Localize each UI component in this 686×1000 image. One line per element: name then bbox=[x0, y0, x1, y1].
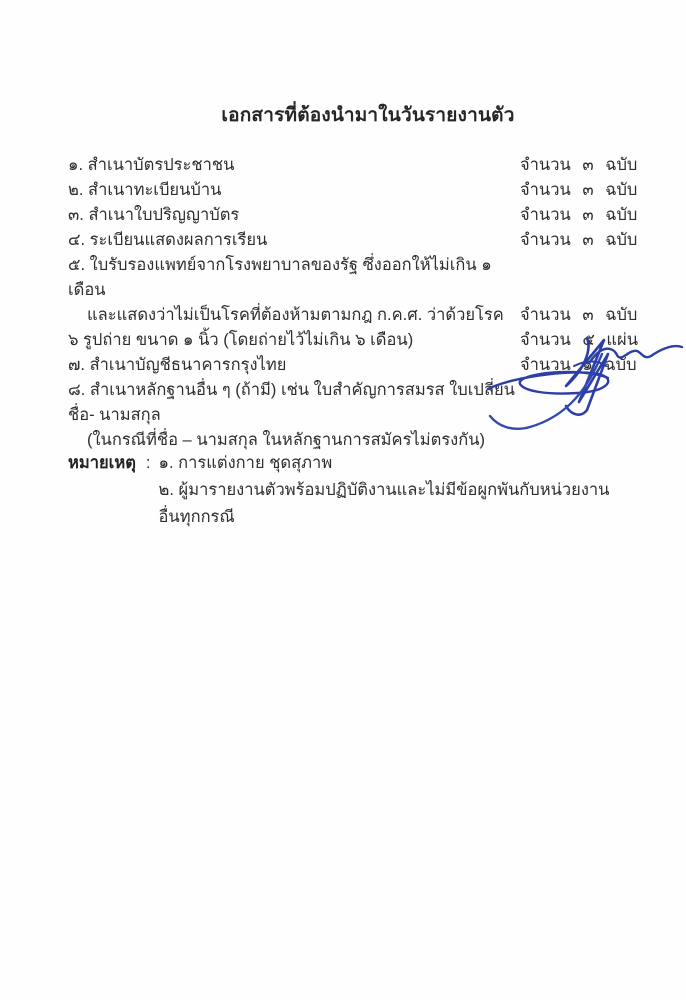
document-line: ๒. สำเนาทะเบียนบ้าน bbox=[68, 181, 222, 199]
note-items bbox=[159, 450, 628, 531]
document-row bbox=[68, 153, 664, 178]
document-text bbox=[68, 228, 520, 253]
document-text bbox=[68, 253, 520, 328]
note-label: หมายเหตุ bbox=[68, 454, 136, 472]
document-quantity: จำนวน ๕ แผ่น bbox=[520, 331, 638, 349]
note-item: ๒. ผู้มารายงานตัวพร้อมปฏิบัติงานและไม่มีข้อผูกพันกับหน่วยงานอื่นทุกกรณี bbox=[158, 481, 610, 526]
document-text bbox=[68, 203, 520, 228]
note-section bbox=[68, 450, 628, 531]
document-row bbox=[68, 353, 664, 378]
document-line: ๔. ระเบียนแสดงผลการเรียน bbox=[68, 231, 268, 249]
document-line: ๓. สำเนาใบปริญญาบัตร bbox=[68, 206, 240, 224]
document-line: และแสดงว่าไม่เป็นโรคที่ต้องห้ามตามกฎ ก.ค.ศ. ว่าด้วยโรค bbox=[87, 306, 504, 324]
document-quantity: จำนวน ๓ ฉบับ bbox=[520, 206, 638, 224]
document-text bbox=[68, 378, 520, 453]
document-quantity: จำนวน ๓ ฉบับ bbox=[520, 156, 638, 174]
document-line: ๑. สำเนาบัตรประชาชน bbox=[68, 156, 235, 174]
document-text bbox=[68, 178, 520, 203]
document-row bbox=[68, 228, 664, 253]
document-text bbox=[68, 153, 520, 178]
document-row bbox=[68, 203, 664, 228]
document-line: ๖ รูปถ่าย ขนาด ๑ นิ้ว (โดยถ่ายไว้ไม่เกิน ๖ เดือน) bbox=[68, 331, 414, 349]
document-list bbox=[68, 153, 664, 453]
document-text bbox=[68, 353, 520, 378]
note-separator: : bbox=[145, 454, 151, 472]
note-item: ๑. การแต่งกาย ชุดสุภาพ bbox=[158, 454, 333, 472]
document-row bbox=[68, 328, 664, 353]
document-quantity: จำนวน ๑ ฉบับ bbox=[520, 356, 637, 374]
document-line: (ในกรณีที่ชื่อ – นามสกุล ในหลักฐานการสมัครไม่ตรงกัน) bbox=[87, 431, 485, 449]
document-text bbox=[68, 328, 520, 353]
document-quantity: จำนวน ๓ ฉบับ bbox=[520, 181, 638, 199]
document-row bbox=[68, 378, 664, 453]
document-quantity: จำนวน ๓ ฉบับ bbox=[520, 306, 638, 324]
page-title: เอกสารที่ต้องนำมาในวันรายงานตัว bbox=[221, 105, 515, 126]
document-line: ๕. ใบรับรองแพทย์จากโรงพยาบาลของรัฐ ซึ่งออกให้ไม่เกิน ๑ เดือน bbox=[68, 256, 492, 299]
document-line: ๘. สำเนาหลักฐานอื่น ๆ (ถ้ามี) เช่น ใบสำคัญการสมรส ใบเปลี่ยนชื่อ- นามสกุล bbox=[68, 381, 515, 424]
document-row bbox=[68, 178, 664, 203]
document-row bbox=[68, 253, 664, 328]
document-quantity: จำนวน ๓ ฉบับ bbox=[520, 231, 638, 249]
document-line: ๗. สำเนาบัญชีธนาคารกรุงไทย bbox=[68, 356, 287, 374]
